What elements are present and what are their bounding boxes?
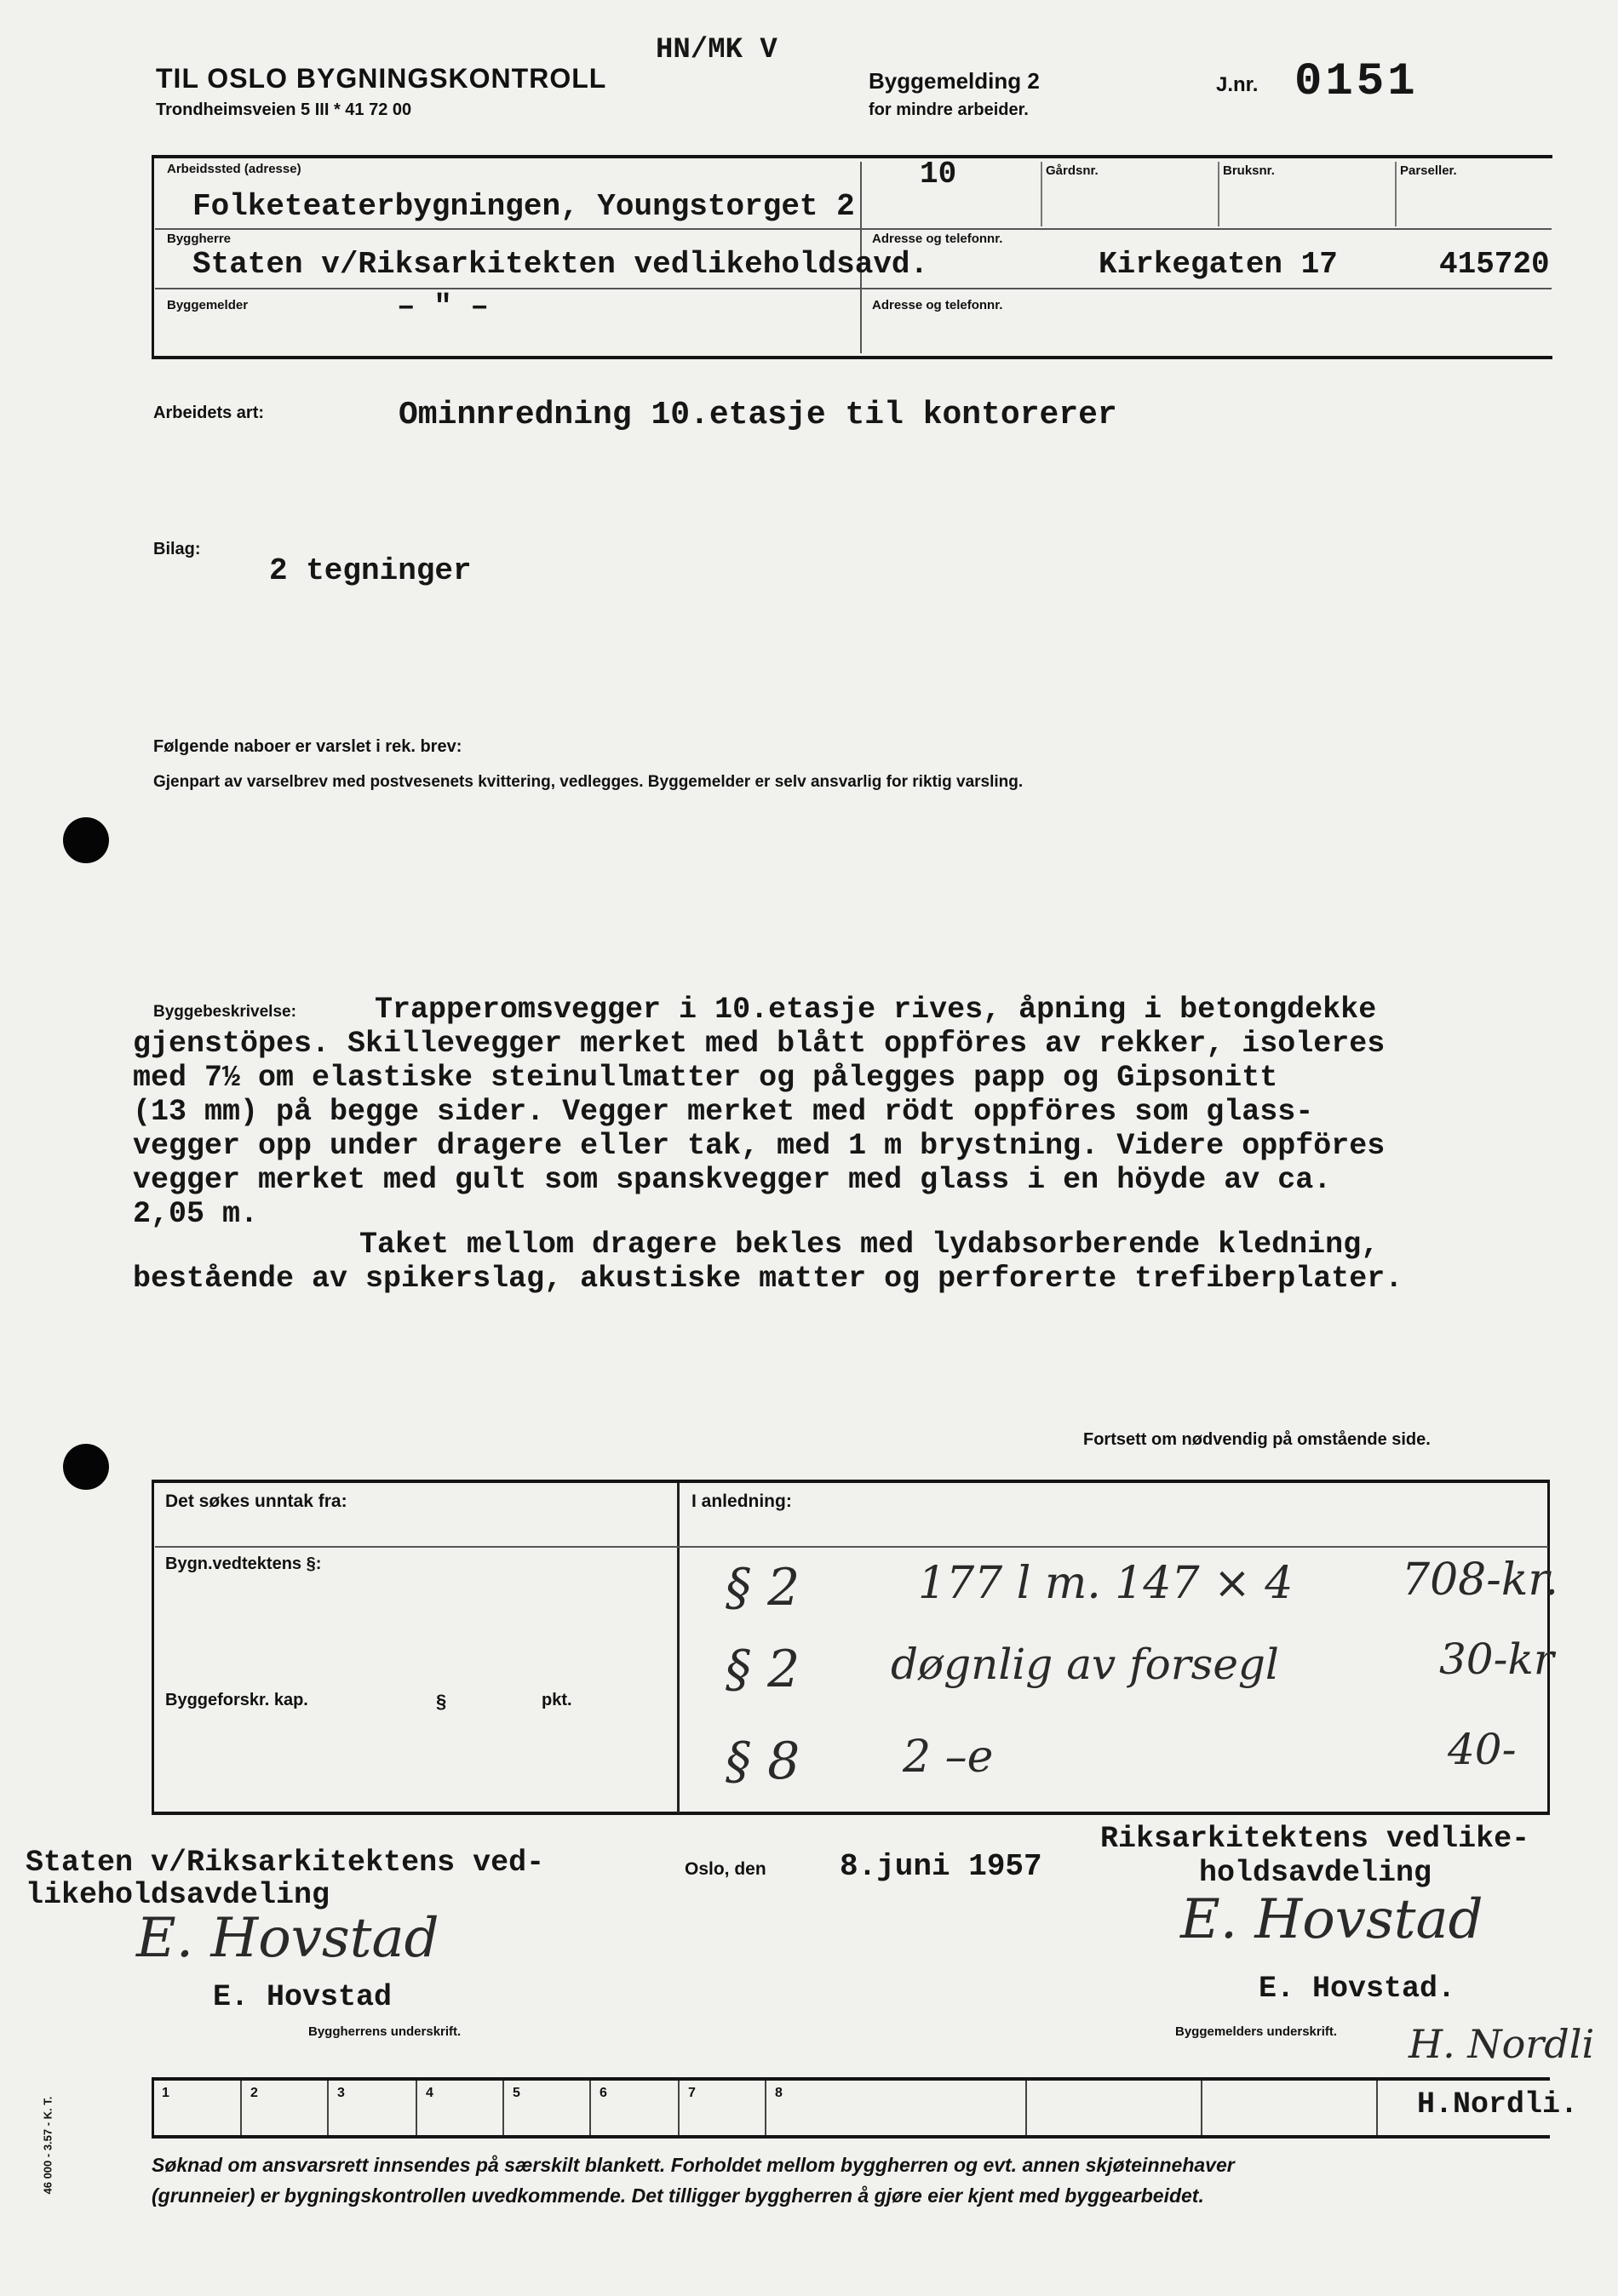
stamp-code: HN/MK V	[656, 34, 777, 66]
left-signer-line-2: likeholdsavdeling	[26, 1878, 330, 1912]
unntak-row-2-amount: 30-kr	[1439, 1635, 1554, 1684]
number-cell-4: 4	[426, 2086, 433, 2100]
site-box-col-4	[1395, 162, 1397, 226]
number-cell-3: 3	[337, 2086, 345, 2100]
left-handwritten-signature: E. Hovstad	[136, 1907, 439, 1970]
unntak-row-1-text: 177 l m. 147 × 4	[918, 1558, 1294, 1609]
right-typed-name: E. Hovstad.	[1259, 1972, 1456, 2006]
byggebeskrivelse-line-5: vegger opp under dragere eller tak, med 1 m brystning. Videre oppföres	[133, 1129, 1386, 1163]
adresse1-value: Kirkegaten 17	[1099, 247, 1338, 282]
form-type-title: Byggemelding 2	[869, 68, 1040, 94]
continue-note: Fortsett om nødvendig på omstående side.	[1083, 1430, 1431, 1449]
unntak-box-left-border	[152, 1480, 154, 1815]
byggebeskrivelse-para2-line-2: bestående av spikerslag, akustiske matter og perforerte trefiberplater.	[133, 1262, 1403, 1296]
number-row-top-border	[152, 2077, 1550, 2081]
left-signer-line-1: Staten v/Riksarkitektens ved-	[26, 1846, 545, 1880]
byggemelder-label: Byggemelder	[167, 298, 249, 312]
arbeidets-art-label: Arbeidets art:	[153, 404, 265, 422]
punch-hole-bottom	[63, 1444, 109, 1490]
unntak-row-3-text: 2 –e	[903, 1732, 994, 1783]
bygn-vedtekt-label: Bygn.vedtektens §:	[165, 1555, 322, 1573]
unntak-box-center-divider	[677, 1483, 680, 1813]
arbeidets-art-value: Ominnredning 10.etasje til kontorerer	[399, 397, 1117, 433]
bilag-value: 2 tegninger	[269, 553, 472, 588]
byggebeskrivelse-line-6: vegger merket med gult som spanskvegger med glass i en höyde av ca.	[133, 1163, 1332, 1197]
site-box-divider-1	[155, 228, 1552, 230]
byggebeskrivelse-line-7: 2,05 m.	[133, 1197, 259, 1231]
unntak-row-2-para: § 2	[726, 1640, 800, 1699]
byggebeskrivelse-para2-line-1: Taket mellom dragere bekles med lydabsorberende kledning,	[359, 1228, 1380, 1262]
number-cell-2: 2	[250, 2086, 258, 2100]
jnr-label: J.nr.	[1216, 73, 1259, 96]
arbeidssted-label: Arbeidssted (adresse)	[167, 162, 301, 176]
site-box-divider-2	[155, 288, 1552, 289]
number-cell-divider-5	[589, 2081, 591, 2135]
right-handwritten-signature: E. Hovstad	[1180, 1888, 1483, 1951]
site-box-col-3	[1218, 162, 1219, 226]
site-box-col-2	[1041, 162, 1042, 226]
site-box-top-border	[152, 155, 1552, 158]
adresse2-label: Adresse og telefonnr.	[872, 298, 1003, 312]
pkt-label: pkt.	[542, 1691, 572, 1709]
footer-line-1: Søknad om ansvarsrett innsendes på særskilt blankett. Forholdet mellom byggherren og evt. annen skjøteinnehaver	[152, 2154, 1235, 2176]
number-cell-divider-4	[502, 2081, 504, 2135]
site-box-bottom-border	[152, 356, 1552, 359]
right-signer-line-1: Riksarkitektens vedlike-	[1100, 1822, 1530, 1856]
byggherre-label: Byggherre	[167, 232, 232, 246]
byggebeskrivelse-label: Byggebeskrivelse:	[153, 1003, 296, 1021]
footer-line-2: (grunneier) er bygningskontrollen uvedkommende. Det tilligger byggherren å gjøre eier kjent med byggearbeidet.	[152, 2184, 1204, 2207]
number-cell-divider-3	[416, 2081, 417, 2135]
right-signer-line-2: holdsavdeling	[1199, 1856, 1432, 1890]
number-row-bottom-border	[152, 2135, 1550, 2139]
number-cell-divider-9	[1201, 2081, 1202, 2135]
unntak-header-left: Det søkes unntak fra:	[165, 1492, 347, 1511]
form-type-subtitle: for mindre arbeider.	[869, 100, 1029, 119]
unntak-row-3-amount: 40-	[1448, 1725, 1517, 1774]
side-print-code: 46 000 - 3.57 - K. T.	[41, 2096, 55, 2195]
bruksnr-label: Bruksnr.	[1223, 163, 1275, 178]
gardsnr-label: Gårdsnr.	[1046, 163, 1099, 178]
gardsnr-value: 10	[920, 157, 957, 192]
site-box-left-border	[152, 155, 154, 359]
punch-hole-top	[63, 817, 109, 863]
form-header-title: TIL OSLO BYGNINGSKONTROLL	[156, 63, 607, 94]
form-header-address: Trondheimsveien 5 III * 41 72 00	[156, 100, 412, 119]
date-value: 8.juni 1957	[840, 1849, 1042, 1884]
unntak-box-bottom-border	[152, 1812, 1550, 1815]
number-cell-7: 7	[688, 2086, 696, 2100]
telefon-value: 415720	[1439, 247, 1550, 282]
unntak-row-3-para: § 8	[726, 1732, 800, 1791]
unntak-row-2-text: døgnlig av forsegl	[891, 1640, 1279, 1689]
extra-handwritten-signature: H. Nordli	[1409, 2021, 1595, 2067]
adresse1-label: Adresse og telefonnr.	[872, 232, 1003, 246]
number-cell-divider-6	[678, 2081, 680, 2135]
extra-typed-name: H.Nordli.	[1417, 2087, 1579, 2121]
number-row-left-border	[152, 2077, 154, 2139]
number-cell-8: 8	[775, 2086, 783, 2100]
byggemelder-signature-label: Byggemelders underskrift.	[1175, 2024, 1338, 2039]
unntak-box-top-border	[152, 1480, 1550, 1483]
arbeidssted-value: Folketeaterbygningen, Youngstorget 2	[192, 189, 855, 224]
bilag-label: Bilag:	[153, 540, 201, 558]
naboer-label: Følgende naboer er varslet i rek. brev:	[153, 737, 462, 756]
unntak-header-right: I anledning:	[691, 1492, 792, 1511]
jnr-value: 0151	[1294, 56, 1419, 108]
unntak-row-1-amount: 708-kr.	[1402, 1555, 1559, 1606]
number-cell-5: 5	[513, 2086, 520, 2100]
left-typed-name: E. Hovstad	[213, 1980, 393, 2014]
byggebeskrivelse-line-2: gjenstöpes. Skillevegger merket med blått oppföres av rekker, isoleres	[133, 1027, 1386, 1061]
byggemelder-value: – " –	[397, 289, 490, 324]
naboer-note: Gjenpart av varselbrev med postvesenets kvittering, vedlegges. Byggemelder er selv ansvarlig for riktig varsling.	[153, 773, 1024, 791]
unntak-row-1-para: § 2	[726, 1558, 800, 1618]
number-cell-divider-1	[240, 2081, 242, 2135]
byggherre-value: Staten v/Riksarkitekten vedlikeholdsavd.	[192, 247, 929, 282]
number-cell-1: 1	[162, 2086, 169, 2100]
unntak-box-header-divider	[155, 1546, 1548, 1548]
byggherre-signature-label: Byggherrens underskrift.	[308, 2024, 462, 2039]
byggebeskrivelse-line-1: Trapperomsvegger i 10.etasje rives, åpning i betongdekke	[375, 993, 1377, 1027]
byggeforskr-label: Byggeforskr. kap.	[165, 1691, 308, 1709]
number-cell-divider-10	[1376, 2081, 1378, 2135]
place-label: Oslo, den	[685, 1859, 766, 1879]
parseller-label: Parseller.	[1400, 163, 1457, 178]
byggebeskrivelse-line-3: med 7½ om elastiske steinullmatter og pålegges papp og Gipsonitt	[133, 1061, 1278, 1095]
number-cell-divider-8	[1025, 2081, 1027, 2135]
number-cell-divider-7	[765, 2081, 766, 2135]
number-cell-divider-2	[327, 2081, 329, 2135]
byggebeskrivelse-line-4: (13 mm) på begge sider. Vegger merket med rödt oppföres som glass-	[133, 1095, 1314, 1129]
paragraph-sign: §	[436, 1691, 447, 1712]
number-cell-6: 6	[600, 2086, 607, 2100]
